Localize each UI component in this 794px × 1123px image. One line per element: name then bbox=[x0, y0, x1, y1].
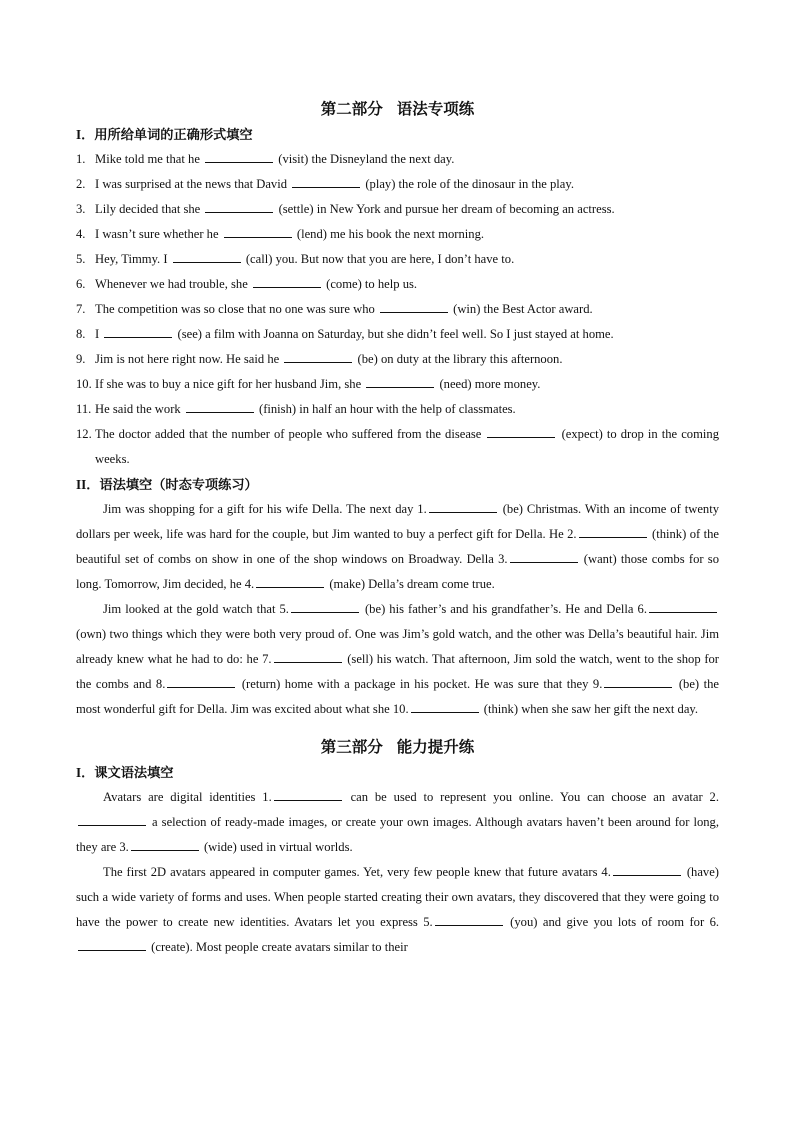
passage-text: (own) two things which they were both very proud of. One was Jim’s gold watch, and the other was Della’s beautiful hair. Jim already knew what he had to do: he 7. bbox=[76, 627, 719, 666]
part3-title-b: 能力提升练 bbox=[396, 738, 475, 756]
item-number: 8. bbox=[76, 327, 86, 341]
answer-blank[interactable] bbox=[380, 300, 448, 313]
passage-text: Jim looked at the gold watch that 5. bbox=[103, 602, 289, 616]
part3-heading bbox=[76, 734, 719, 760]
answer-blank[interactable] bbox=[284, 350, 352, 363]
section-number: II． bbox=[76, 477, 100, 492]
passage-text: (think) of the beautiful set of combs on show in one of the shop windows on Broadway. Della 3. bbox=[76, 527, 719, 566]
part2-title-b: 语法专项练 bbox=[396, 100, 475, 118]
section-title: 语法填空（时态专项练习） bbox=[99, 478, 258, 493]
list-item bbox=[76, 322, 719, 347]
content-area bbox=[76, 96, 719, 960]
passage-text: (be) the most wonderful gift for Della. Jim was excited about what she 10. bbox=[76, 677, 719, 716]
item-number: 5. bbox=[76, 252, 86, 266]
passage-text: The first 2D avatars appeared in computer games. Yet, very few people knew that future avatars 4. bbox=[103, 865, 611, 879]
item-text: If she was to buy a nice gift for her husband Jim, she bbox=[95, 377, 362, 391]
passage-text: (be) Christmas. With an income of twenty dollars per week, life was hard for the couple, but Jim wanted to buy a perfect gift for Della. He 2. bbox=[76, 502, 719, 541]
list-item bbox=[76, 222, 719, 247]
answer-blank[interactable] bbox=[186, 400, 254, 413]
item-text: Whenever we had trouble, she bbox=[95, 277, 248, 291]
list-item bbox=[76, 422, 719, 472]
item-text: (call) you. But now that you are here, I don’t have to. bbox=[245, 252, 515, 266]
passage-text: Jim was shopping for a gift for his wife Della. The next day 1. bbox=[103, 502, 427, 516]
item-text: (expect) to drop in the coming weeks. bbox=[95, 427, 719, 466]
item-text: (see) a film with Joanna on Saturday, but she didn’t feel well. So I just stayed at home. bbox=[177, 327, 614, 341]
passage-paragraph-3 bbox=[76, 785, 719, 860]
answer-blank[interactable] bbox=[411, 700, 479, 713]
part3-title-a: 第三部分 bbox=[320, 738, 383, 756]
item-text: The competition was so close that no one was sure who bbox=[95, 302, 375, 316]
passage-paragraph-1 bbox=[76, 497, 719, 597]
passage-text: (return) home with a package in his pocket. He was sure that they 9. bbox=[241, 677, 603, 691]
passage-text: can be used to represent you online. You can choose an avatar 2. bbox=[350, 790, 719, 804]
item-number: 6. bbox=[76, 277, 86, 291]
list-item bbox=[76, 197, 719, 222]
item-text: (be) on duty at the library this afternoon. bbox=[357, 352, 563, 366]
list-item bbox=[76, 272, 719, 297]
passage-text: a selection of ready-made images, or create your own images. Although avatars haven’t been around for long, they are 3. bbox=[76, 815, 719, 854]
passage-text: (sell) his watch. That afternoon, Jim sold the watch, went to the shop for the combs and 8. bbox=[76, 652, 720, 691]
passage-text: (create). Most people create avatars similar to their bbox=[151, 940, 408, 954]
answer-blank[interactable] bbox=[78, 813, 146, 826]
answer-blank[interactable] bbox=[366, 375, 434, 388]
item-number: 7. bbox=[76, 302, 86, 316]
item-text: Mike told me that he bbox=[95, 152, 200, 166]
answer-blank[interactable] bbox=[292, 175, 360, 188]
answer-blank[interactable] bbox=[274, 650, 342, 663]
item-text: I was surprised at the news that David bbox=[95, 177, 288, 191]
item-text: Lily decided that she bbox=[95, 202, 201, 216]
passage-text: (be) his father’s and his grandfather’s. He and Della 6. bbox=[364, 602, 647, 616]
passage-paragraph-4 bbox=[76, 860, 719, 960]
answer-blank[interactable] bbox=[435, 913, 503, 926]
answer-blank[interactable] bbox=[131, 838, 199, 851]
list-item bbox=[76, 147, 719, 172]
answer-blank[interactable] bbox=[291, 600, 359, 613]
item-text: He said the work bbox=[95, 402, 181, 416]
item-text: (need) more money. bbox=[439, 377, 541, 391]
item-number: 1. bbox=[76, 152, 86, 166]
item-text: The doctor added that the number of people who suffered from the disease bbox=[95, 427, 482, 441]
part2-sec1-heading bbox=[76, 122, 719, 147]
answer-blank[interactable] bbox=[510, 550, 578, 563]
item-text: Jim is not here right now. He said he bbox=[95, 352, 280, 366]
part3-sec1-heading bbox=[76, 760, 719, 785]
list-item bbox=[76, 172, 719, 197]
item-text: (win) the Best Actor award. bbox=[453, 302, 593, 316]
item-text: (settle) in New York and pursue her dream of becoming an actress. bbox=[278, 202, 615, 216]
list-item bbox=[76, 372, 719, 397]
item-text: (lend) me his book the next morning. bbox=[296, 227, 485, 241]
item-number: 4. bbox=[76, 227, 86, 241]
passage-text: (wide) used in virtual worlds. bbox=[203, 840, 353, 854]
passage-paragraph-2 bbox=[76, 597, 719, 722]
item-number: 2. bbox=[76, 177, 86, 191]
section-title: 课文语法填空 bbox=[94, 766, 174, 781]
answer-blank[interactable] bbox=[78, 938, 146, 951]
answer-blank[interactable] bbox=[167, 675, 235, 688]
answer-blank[interactable] bbox=[104, 325, 172, 338]
answer-blank[interactable] bbox=[579, 525, 647, 538]
part2-heading bbox=[76, 96, 719, 122]
item-number: 12. bbox=[76, 427, 92, 441]
section-number: I． bbox=[76, 127, 95, 142]
item-text: I bbox=[95, 327, 100, 341]
list-item bbox=[76, 397, 719, 422]
section-number: I． bbox=[76, 765, 95, 780]
item-number: 10. bbox=[76, 377, 92, 391]
item-number: 3. bbox=[76, 202, 86, 216]
item-text: (finish) in half an hour with the help of classmates. bbox=[259, 402, 516, 416]
item-text: (play) the role of the dinosaur in the play. bbox=[365, 177, 574, 191]
answer-blank[interactable] bbox=[173, 250, 241, 263]
passage-text: (make) Della’s dream come true. bbox=[329, 577, 495, 591]
answer-blank[interactable] bbox=[224, 225, 292, 238]
item-text: (visit) the Disneyland the next day. bbox=[278, 152, 455, 166]
item-number: 9. bbox=[76, 352, 86, 366]
list-item bbox=[76, 247, 719, 272]
answer-blank[interactable] bbox=[604, 675, 672, 688]
answer-blank[interactable] bbox=[205, 200, 273, 213]
passage-text: Avatars are digital identities 1. bbox=[103, 790, 272, 804]
answer-blank[interactable] bbox=[256, 575, 324, 588]
passage-text: (want) those combs for so long. Tomorrow, Jim decided, he 4. bbox=[76, 552, 719, 591]
answer-blank[interactable] bbox=[613, 863, 681, 876]
section-title: 用所给单词的正确形式填空 bbox=[94, 128, 253, 143]
item-text: Hey, Timmy. I bbox=[95, 252, 168, 266]
item-text: (come) to help us. bbox=[326, 277, 418, 291]
answer-blank[interactable] bbox=[649, 600, 717, 613]
list-item bbox=[76, 347, 719, 372]
answer-blank[interactable] bbox=[205, 150, 273, 163]
item-number: 11. bbox=[76, 402, 92, 416]
exercise-list bbox=[76, 147, 719, 472]
answer-blank[interactable] bbox=[487, 425, 555, 438]
passage-text: (think) when she saw her gift the next day. bbox=[483, 702, 699, 716]
item-text: I wasn’t sure whether he bbox=[95, 227, 219, 241]
list-item bbox=[76, 297, 719, 322]
answer-blank[interactable] bbox=[274, 788, 342, 801]
answer-blank[interactable] bbox=[253, 275, 321, 288]
part2-sec2-heading bbox=[76, 472, 719, 497]
passage-text: (you) and give you lots of room for 6. bbox=[510, 915, 720, 929]
part2-title-a: 第二部分 bbox=[320, 100, 383, 118]
passage-text: (have) such a wide variety of forms and uses. When people started creating their own avatars, they discovered that they were going to have the power to create new identities. Avatars let you express 5. bbox=[76, 865, 719, 929]
answer-blank[interactable] bbox=[429, 500, 497, 513]
